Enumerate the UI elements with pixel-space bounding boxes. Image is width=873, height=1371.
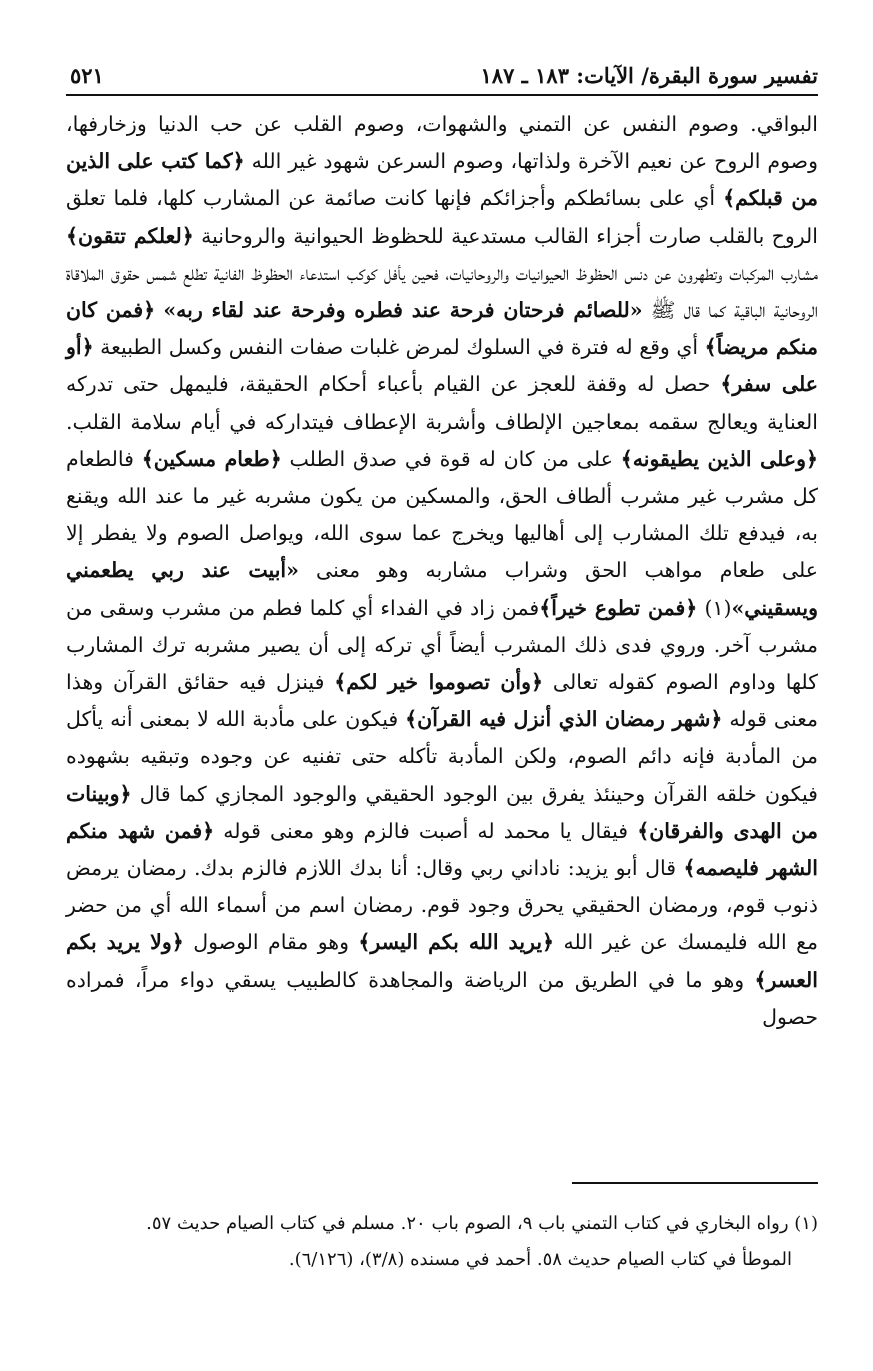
commentary-text: فيقال يا محمد له أصبت فالزم وهو معنى قوله bbox=[214, 818, 638, 843]
quran-quote: ﴿وعلى الذين يطيقونه﴾ bbox=[620, 446, 819, 471]
quran-quote: ﴿وبينات من الهدى والفرقان﴾ bbox=[66, 781, 818, 843]
commentary-text: أي وقع له فترة في السلوك لمرض غلبات صفات النفس وكسل الطبيعة bbox=[93, 335, 705, 360]
footnote-line: الموطأ في كتاب الصيام حديث ٥٨. أحمد في مسنده (٣/٨)، (٦/١٢٦). bbox=[288, 1249, 792, 1270]
commentary-text: (١) bbox=[697, 595, 732, 620]
commentary-text: وهو ما في الطريق من الرياضة والمجاهدة كالطبيب يسقي دواء مراً، فمراده حصول bbox=[66, 967, 818, 1029]
quran-quote: «للصائم فرحتان فرحة عند فطره وفرحة عند لقاء ربه» bbox=[163, 298, 643, 323]
commentary-text: قال أبو يزيد: ناداني ربي وقال: أنا بدك اللازم فالزم بدك. رمضان يرمض ذنوب قوم، ورمضان الحقيقي يحرق وجود قوم. رمضان اسم من أسماء الله أي من حضر مع الله فليمسك عن غير الله bbox=[66, 856, 818, 955]
commentary-text: فالطعام كل مشرب غير مشرب ألطاف الحق، والمسكين من يكون مشربه غير ما عند الله ويقنع به، فيدفع تلك المشارب إلى أهاليها ويخرج عما سوى الله، ويواصل الصوم ولا يفطر إلا على طعام مواهب الحق وشراب مشاربه وهو معنى bbox=[66, 446, 818, 583]
commentary-text: وهو مقام الوصول bbox=[183, 930, 359, 955]
footnote bbox=[60, 1206, 818, 1278]
quran-quote: ﴿كما كتب على الذين من قبلكم﴾ bbox=[66, 149, 818, 211]
quran-quote: ﴿فمن شهد منكم الشهر فليصمه﴾ bbox=[66, 818, 819, 881]
quran-quote: ﴿يريد الله بكم اليسر﴾ bbox=[358, 930, 555, 955]
quran-quote: ﴿شهر رمضان الذي أنزل فيه القرآن﴾ bbox=[405, 707, 723, 732]
quran-quote: ﴿وأن تصوموا خير لكم﴾ bbox=[334, 670, 544, 695]
footnote-line: (١) رواه البخاري في كتاب التمني باب ٩، الصوم باب ٢٠. مسلم في كتاب الصيام حديث ٥٧. bbox=[146, 1213, 818, 1234]
commentary-text: مشارب المركبات وتطهرون عن دنس الحظوظ الحيوانيات والروحانيات، فحين يأفل كوكب استدعاء الحظوظ الفانية تطلع شمس حقوق الملاقاة الروحانية الباقية كما قال ﷺ bbox=[66, 260, 818, 323]
quran-quote: ﴿فمن تطوع خيراً﴾ bbox=[539, 595, 698, 620]
quran-quote: «أبيت عند ربي يطعمني ويسقيني» bbox=[66, 558, 819, 620]
header-rule bbox=[66, 94, 818, 96]
body-text bbox=[66, 106, 818, 1036]
quran-quote: ﴿أو على سفر﴾ bbox=[66, 335, 818, 397]
commentary-text: حصل له وقفة للعجز عن القيام بأعباء أحكام الحقيقة، فليمهل حتى تدركه العناية ويعالج سقمه بمعاجين الإلطاف وأشربة الإعطاف فيتداركه في أيام سلامة القلب. bbox=[66, 372, 818, 434]
commentary-text: فيكون على مأدبة الله لا بمعنى أنه يأكل من المأدبة فإنه دائم الصوم، ولكن المأدبة تأكله حتى تفنيه عن وجوده وتبقيه بشهوده فيكون خلقه القرآن وحينئذ يفرق بين الوجود الحقيقي والوجود المجازي كما قال bbox=[66, 707, 818, 806]
body-paragraph bbox=[66, 106, 818, 1036]
commentary-text: فمن زاد في الفداء أي كلما فطم من مشرب وسقى من مشرب آخر. وروي فدى ذلك المشرب أيضاً أي تركه إلى أن يصير مشربه ترك المشارب كلها وداوم الصوم كقوله تعالى bbox=[66, 595, 818, 695]
commentary-text: على من كان له قوة في صدق الطلب bbox=[281, 446, 621, 471]
commentary-text: فينزل فيه حقائق القرآن وهذا معنى قوله bbox=[66, 670, 819, 732]
quran-quote: ﴿لعلكم تتقون﴾ bbox=[66, 223, 194, 248]
quran-quote: ﴿ولا يريد بكم العسر﴾ bbox=[66, 930, 818, 992]
quran-quote: ﴿فمن كان منكم مريضاً﴾ bbox=[66, 298, 818, 360]
page-number: ٥٢١ bbox=[70, 62, 104, 88]
page-header bbox=[70, 58, 818, 92]
running-title: تفسير سورة البقرة/ الآيات: ١٨٣ ـ ١٨٧ bbox=[480, 62, 818, 88]
quran-quote: ﴿طعام مسكين﴾ bbox=[141, 446, 282, 471]
commentary-text: البواقي. وصوم النفس عن التمني والشهوات، وصوم القلب عن حب الدنيا وزخارفها، وصوم الروح عن نعيم الآخرة ولذاتها، وصوم السرعن شهود غير الله bbox=[66, 112, 818, 174]
commentary-text: أي على بسائطكم وأجزائكم فإنها كانت صائمة عن المشارب كلها، فلما تعلق الروح بالقلب صارت أجزاء القالب مستدعية للحظوظ الحيوانية والروحانية bbox=[66, 186, 818, 248]
footnote-separator bbox=[572, 1182, 818, 1184]
